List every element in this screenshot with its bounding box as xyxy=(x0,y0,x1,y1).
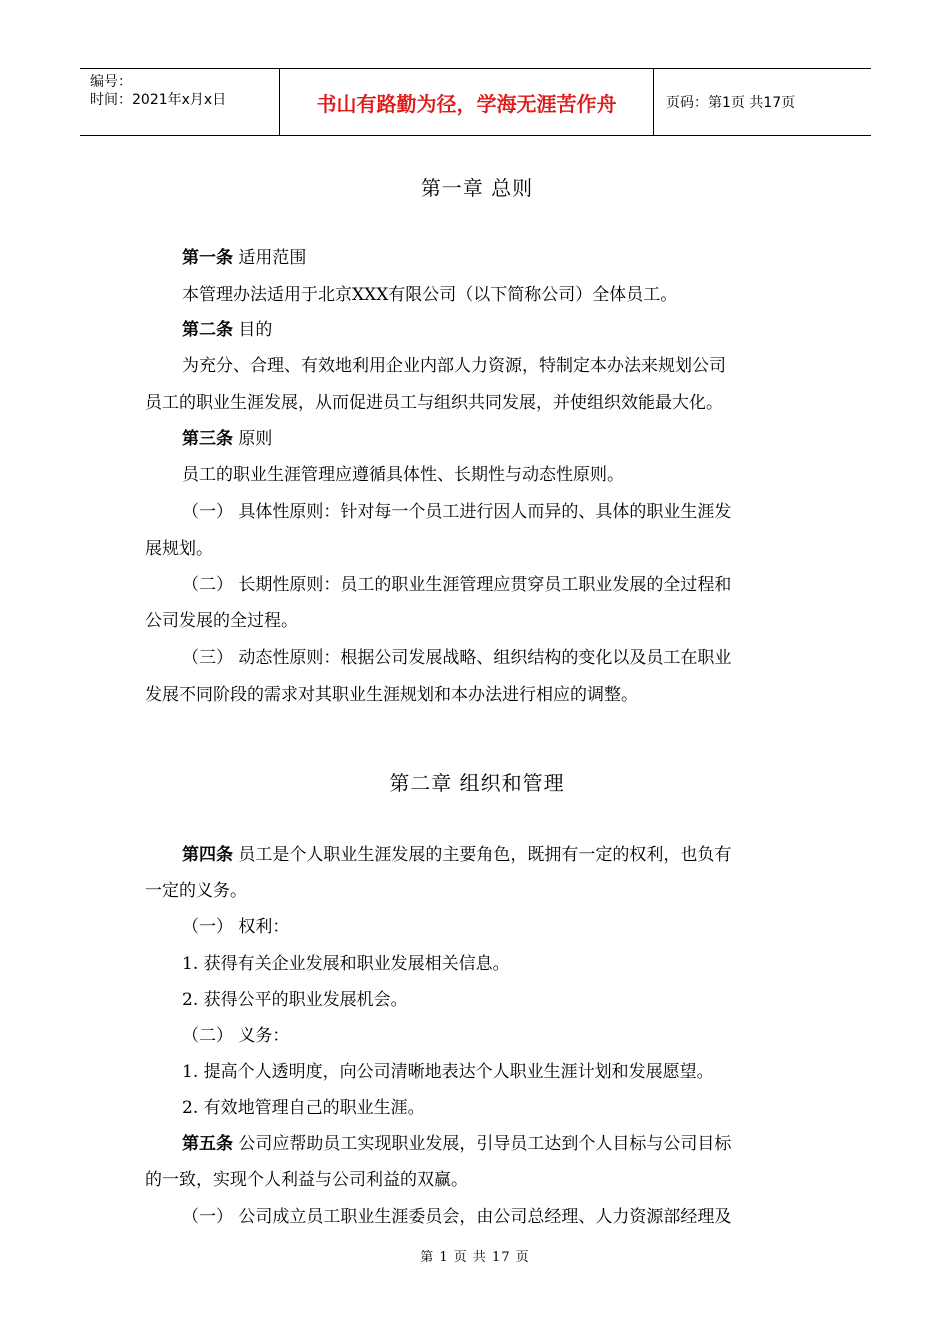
article-4-line-2: 一定的义务。 xyxy=(145,881,247,901)
time-label: 时间：2021年x月x日 xyxy=(90,92,227,108)
article-1-text: 本管理办法适用于北京XXX有限公司（以下简称公司）全体员工。 xyxy=(182,285,678,305)
chapter-1-title: 第一章 总则 xyxy=(420,176,534,200)
article-4-head: 第四条 xyxy=(182,845,233,865)
article-2 xyxy=(145,312,809,349)
article-5-line-1: 公司应帮助员工实现职业发展，引导员工达到个人目标与公司目标 xyxy=(233,1134,732,1154)
article-2-line-2: 员工的职业生涯发展，从而促进员工与组织共同发展，并使组织效能最大化。 xyxy=(145,393,723,413)
article-4-line-1: 员工是个人职业生涯发展的主要角色，既拥有一定的权利，也负有 xyxy=(233,845,732,865)
rights-head: （一） 权利： xyxy=(182,917,290,937)
article-2-head: 第二条 xyxy=(182,320,233,340)
right-2: 2. 获得公平的职业发展机会。 xyxy=(182,990,408,1010)
header-meta xyxy=(80,69,280,135)
article-5-head: 第五条 xyxy=(182,1134,233,1154)
article-5-line-2: 的一致，实现个人利益与公司利益的双赢。 xyxy=(145,1170,468,1190)
article-4 xyxy=(145,837,809,874)
chapter-2-title: 第二章 组织和管理 xyxy=(389,771,565,795)
article-3-title: 原则 xyxy=(233,429,273,449)
header-motto: 书山有路勤为径，学海无涯苦作舟 xyxy=(280,69,654,135)
principle-1-line-2: 展规划。 xyxy=(145,539,213,559)
article-2-title: 目的 xyxy=(233,320,273,340)
article-5-item-1: （一） 公司成立员工职业生涯委员会，由公司总经理、人力资源部经理及 xyxy=(182,1207,732,1227)
principle-1-line-1: （一） 具体性原则：针对每一个员工进行因人而异的、具体的职业生涯发 xyxy=(182,502,732,522)
principle-2-line-1: （二） 长期性原则：员工的职业生涯管理应贯穿员工职业发展的全过程和 xyxy=(182,575,732,595)
article-1 xyxy=(145,240,809,277)
header-page-info: 页码：第1页 共17页 xyxy=(666,95,796,111)
article-1-head: 第一条 xyxy=(182,248,233,268)
page-footer: 第 1 页 共 17 页 xyxy=(420,1250,530,1265)
principle-3-line-1: （三） 动态性原则：根据公司发展战略、组织结构的变化以及员工在职业 xyxy=(182,648,732,668)
duties-head: （二） 义务： xyxy=(182,1026,290,1046)
duty-2: 2. 有效地管理自己的职业生涯。 xyxy=(182,1098,425,1118)
article-2-line-1: 为充分、合理、有效地利用企业内部人力资源，特制定本办法来规划公司 xyxy=(182,356,726,376)
article-3 xyxy=(145,421,809,458)
principle-2-line-2: 公司发展的全过程。 xyxy=(145,611,298,631)
article-5 xyxy=(145,1126,809,1163)
right-1: 1. 获得有关企业发展和职业发展相关信息。 xyxy=(182,954,510,974)
article-1-title: 适用范围 xyxy=(233,248,307,268)
number-label: 编号： xyxy=(90,74,132,90)
article-3-head: 第三条 xyxy=(182,429,233,449)
duty-1: 1. 提高个人透明度，向公司清晰地表达个人职业生涯计划和发展愿望。 xyxy=(182,1062,714,1082)
article-3-text: 员工的职业生涯管理应遵循具体性、长期性与动态性原则。 xyxy=(182,465,624,485)
header-table xyxy=(80,68,871,136)
principle-3-line-2: 发展不同阶段的需求对其职业生涯规划和本办法进行相应的调整。 xyxy=(145,685,638,705)
